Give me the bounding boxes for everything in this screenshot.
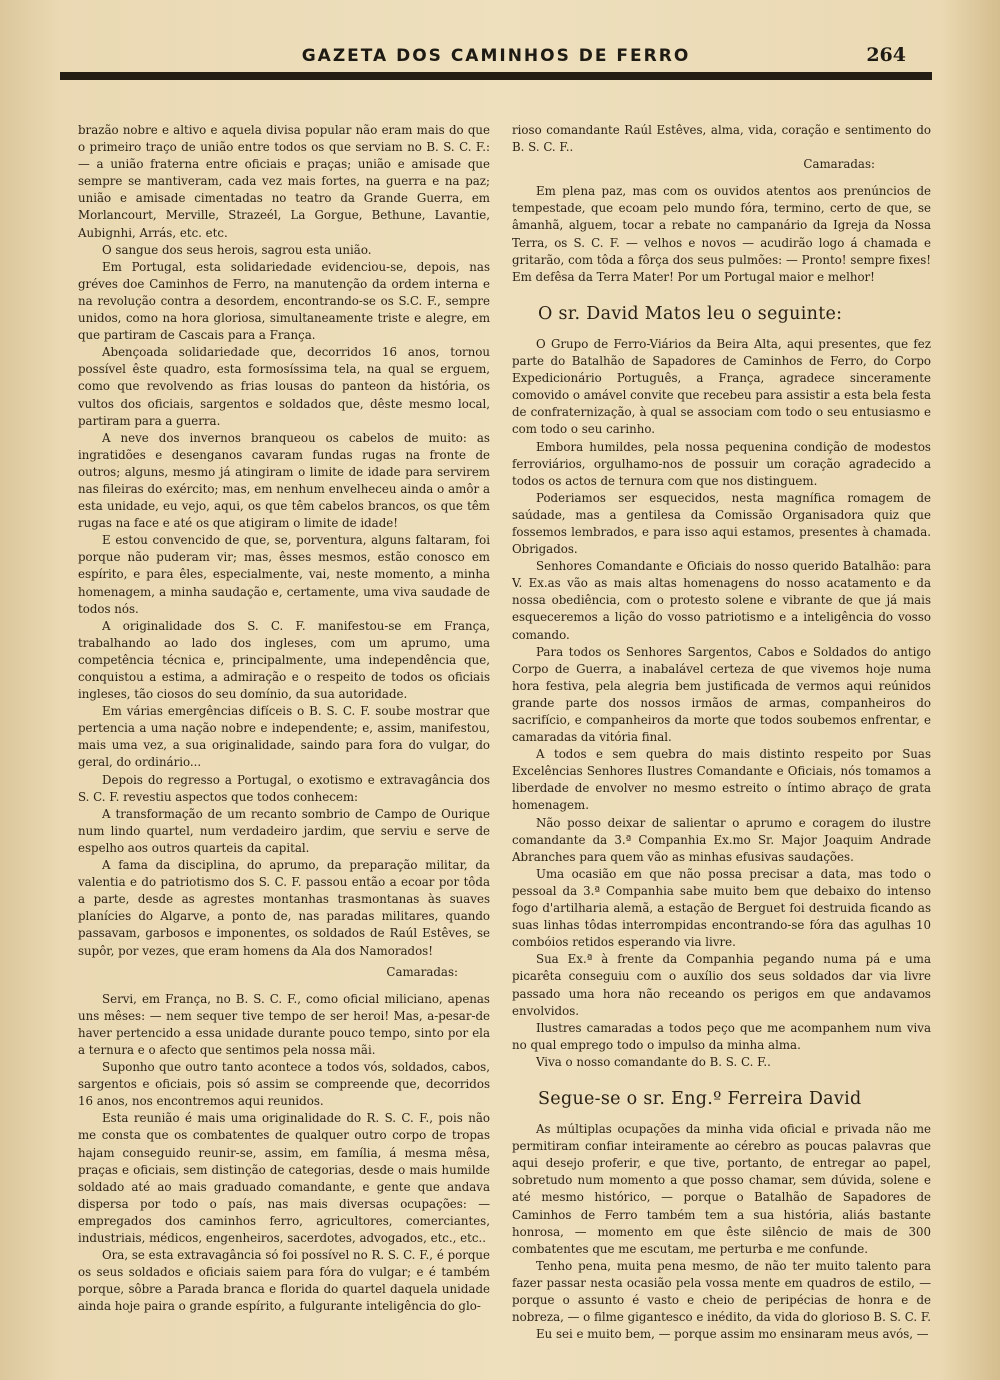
paragraph: Ora, se esta extravagância só foi possível no R. S. C. F., é porque os seus soldados e oficiais saiem para fóra do vulgar; e é também porque, sôbre a Parada branca e florida do quartel daquela unidade ainda hoje paira o grande espírito, a fulgurante inteligência do glo- xyxy=(78,1248,490,1314)
paragraph: Uma ocasião em que não possa precisar a data, mas todo o pessoal da 3.ª Companhia sabe muito bem que debaixo do intenso fogo d'artilharia alemã, a estação de Berguet foi destruida ficando as suas linhas tôdas interrompidas encontrando-se fóra das agulhas 10 combóios retidos esperando via livre. xyxy=(512,866,931,950)
paragraph: O sangue dos seus herois, sagrou esta união. xyxy=(102,242,372,257)
paragraph: Depois do regresso a Portugal, o exotismo e extravagância dos S. C. F. revestiu aspectos que todos conhecem: xyxy=(78,772,490,804)
paragraph: O Grupo de Ferro-Viários da Beira Alta, aqui presentes, que fez parte do Batalhão de Sapadores de Caminhos de Ferro, do Corpo Expedicionário Português, a França, agradece sinceramente comovido o amável convite que recebeu para assistir a esta bela festa de confraternização, à qual se associam com todo o seu entusiasmo e com todo o seu carinho. xyxy=(512,336,931,437)
paragraph: E estou convencido de que, se, porventura, alguns faltaram, foi porque não puderam vir; mas, êsses mesmos, estão conosco em espírito, e para êles, especialmente, vai, neste momento, a minha homenagem, a minha saudação e, certamente, uma viva saudade de todos nós. xyxy=(78,533,490,616)
paragraph: Embora humildes, pela nossa pequenina condição de modestos ferroviários, orgulhamo-nos de possuir um coração agradecido a todos os actos de ternura com que nos distinguem. xyxy=(512,439,931,488)
salutation: Camaradas: xyxy=(803,157,875,172)
paragraph: Não posso deixar de salientar o aprumo e coragem do ilustre comandante da 3.ª Companhia Ex.mo Sr. Major Joaquim Andrade Abranches para quem vão as minhas efusivas saudações. xyxy=(512,815,931,864)
paragraph: Viva o nosso comandante do B. S. C. F.. xyxy=(536,1054,771,1069)
paragraph: Poderiamos ser esquecidos, nesta magnífica romagem de saúdade, mas a gentilesa da Comissão Organisadora quiz que fossemos lembrados, e para isso aqui estamos, presentes à chamada. Obrigados. xyxy=(512,490,931,557)
paragraph: brazão nobre e altivo e aquela divisa popular não eram mais do que o primeiro traço de união entre todos os que serviam no B. S. C. F.: — a união fraterna entre oficiais e praças; união e amisade que sempre se mantiveram, cada vez mais fortes, na guerra e na paz; união e amisade cimentadas no teatro da Grande Guerra, em Morlancourt, Merville, Strazeél, La Gorgue, Bethune, Lavantie, Aubignhi, Arrás, etc. etc. xyxy=(78,123,490,240)
paragraph: Para todos os Senhores Sargentos, Cabos e Soldados do antigo Corpo de Guerra, a inabalável certeza de que vivemos hoje numa hora festiva, pela alegria bem justificada de vermos aqui reúnidos grande parte dos nossos irmãos de armas, companheiros do sacrifício, e companheiros da morte que todos soubemos enfrentar, e camaradas da vitória final. xyxy=(512,644,931,745)
paragraph: Em várias emergências difíceis o B. S. C. F. soube mostrar que pertencia a uma nação nobre e independente; e, assim, manifestou, mais uma vez, a sua originalidade, saindo para fora do vulgar, do geral, do ordinário... xyxy=(78,704,490,770)
paragraph: Eu sei e muito bem, — porque assim mo ensinaram meus avós, — xyxy=(536,1327,929,1342)
section-heading: Segue-se o sr. Eng.º Ferreira David xyxy=(538,1088,862,1109)
paragraph: Em Portugal, esta solidariedade evidenciou-se, depois, nas gréves doe Caminhos de Ferro, na manutenção da ordem interna e na revolução contra a desordem, encontrando-se os S.C. F., sempre unidos, como na hora gloriosa, simultaneamente triste e alegre, em que partiram de Cascais para a França. xyxy=(78,259,490,343)
page-number: 264 xyxy=(866,44,906,66)
paragraph: Abençoada solidariedade que, decorridos 16 anos, tornou possível êste quadro, esta formosíssima tela, na qual se erguem, como que revolvendo as frias lousas do panteon da história, os vultos dos oficiais, sargentos e soldados que, dêste mesmo local, partiram para a guerra. xyxy=(78,345,490,428)
header-rule xyxy=(60,72,932,80)
paragraph: rioso comandante Raúl Estêves, alma, vida, coração e sentimento do B. S. C. F.. xyxy=(512,123,931,155)
paragraph: A neve dos invernos branqueou os cabelos de muito: as ingratidões e desenganos cavaram fundas rugas na fronte de outros; alguns, mesmo já atingiram o limite de idade para servirem nas fileiras do exército; mas, em nenhum envelheceu ainda o amôr a esta unidade, eu vejo, aqui, os que têm cabelos brancos, os que têm rugas na face e até os que atigiram o limite de idade! xyxy=(78,430,490,531)
paragraph: Senhores Comandante e Oficiais do nosso querido Batalhão: para V. Ex.as vão as mais altas homenagens do nosso acatamento e da nossa obediência, com o protesto solene e vibrante de que já mais esqueceremos a lição do vosso patriotismo e a inteligência do vosso comando. xyxy=(512,559,931,642)
paragraph: A fama da disciplina, do aprumo, da preparação militar, da valentia e do patriotismo dos S. C. F. passou então a ecoar por tôda a parte, desde as agrestes montanhas trasmontanas às suaves planícies do Algarve, a ponto de, nas paradas militares, quando passavam, garbosos e imponentes, os soldados de Raúl Estêves, se supôr, por vezes, que eram homens da Ala dos Namorados! xyxy=(78,858,490,958)
page-header xyxy=(60,40,932,74)
right-column xyxy=(512,122,931,1343)
publication-title: GAZETA DOS CAMINHOS DE FERRO xyxy=(301,46,691,66)
paragraph: A todos e sem quebra do mais distinto respeito por Suas Excelências Senhores Ilustres Comandante e Oficiais, nós tomamos a liberdade de envolver no mesmo estreito o íntimo abraço de grata homenagem. xyxy=(512,747,931,813)
salutation: Camaradas: xyxy=(386,964,458,979)
paragraph: Tenho pena, muita pena mesmo, de não ter muito talento para fazer passar nesta ocasião pela vossa mente em quadros de estilo, — porque o assunto é vasto e cheio de peripécias de honra e de nobreza, — o filme gigantesco e inédito, da vida do glorioso B. S. C. F. xyxy=(512,1258,931,1325)
paragraph: Esta reunião é mais uma originalidade do R. S. C. F., pois não me consta que os combatentes de qualquer outro corpo de tropas hajam conseguido reunir-se, assim, em família, á mesma mêsa, praças e oficiais, sem distinção de categorias, desde o mais humilde soldado até ao mais graduado comandante, e gente que andava dispersa por todo o país, nas mais diversas ocupações: — empregados dos caminhos ferro, agricultores, comerciantes, industriais, médicos, engenheiros, sacerdotes, advogados, etc., etc.. xyxy=(78,1111,490,1245)
paragraph: Ilustres camaradas a todos peço que me acompanhem num viva no qual emprego todo o impulso da minha alma. xyxy=(512,1020,931,1052)
section-heading: O sr. David Matos leu o seguinte: xyxy=(538,303,843,324)
left-column xyxy=(78,122,490,1315)
paragraph: A transformação de um recanto sombrio de Campo de Ourique num lindo quartel, num verdadeiro jardim, que serviu e serve de espelho aos outros quarteis da capital. xyxy=(78,806,490,855)
paragraph: A originalidade dos S. C. F. manifestou-se em França, trabalhando ao lado dos ingleses, com um aprumo, uma competência técnica e, principalmente, uma independência que, conquistou a estima, a admiração e o respeito de todos os oficiais ingleses, tão ciosos do seu domínio, da sua autoridade. xyxy=(78,618,490,702)
paragraph: Em plena paz, mas com os ouvidos atentos aos prenúncios de tempestade, que ecoam pelo mundo fóra, termino, certo de que, se âmanhã, alguem, tocar a rebate no campanário da Igreja da Nossa Terra, os S. C. F. — velhos e novos — acudirão logo á chamada e gritarão, com tôda a fôrça dos seus pulmões: — Pronto! sempre fixes! Em defêsa da Terra Mater! Por um Portugal maior e melhor! xyxy=(512,184,931,284)
paragraph: As múltiplas ocupações da minha vida oficial e privada não me permitiram confiar inteiramente ao cérebro as poucas palavras que aqui desejo proferir, e que tive, portanto, de entregar ao papel, sobretudo num momento a que posso chamar, sem dúvida, solene e até mesmo histórico, — porque o Batalhão de Sapadores de Caminhos de Ferro também tem a sua história, aliás bastante honrosa, — momento em que êste silêncio de mais de 300 combatentes que me escutam, me perturba e me confunde. xyxy=(512,1122,931,1256)
paragraph: Servi, em França, no B. S. C. F., como oficial miliciano, apenas uns mêses: — nem sequer tive tempo de ser heroi! Mas, a-pesar-de haver pertencido a essa unidade durante pouco tempo, sinto por ela a ternura e o afecto que sentimos pela nossa mãi. xyxy=(78,991,490,1057)
paragraph: Sua Ex.ª à frente da Companhia pegando numa pá e uma picarêta conseguiu com o auxílio dos seus soldados dar via livre passado uma hora não receando os perigos em que andavamos envolvidos. xyxy=(512,952,931,1018)
paragraph: Suponho que outro tanto acontece a todos vós, soldados, cabos, sargentos e oficiais, pois só assim se compreende que, decorridos 16 anos, nos encontremos aqui reunidos. xyxy=(78,1060,490,1109)
